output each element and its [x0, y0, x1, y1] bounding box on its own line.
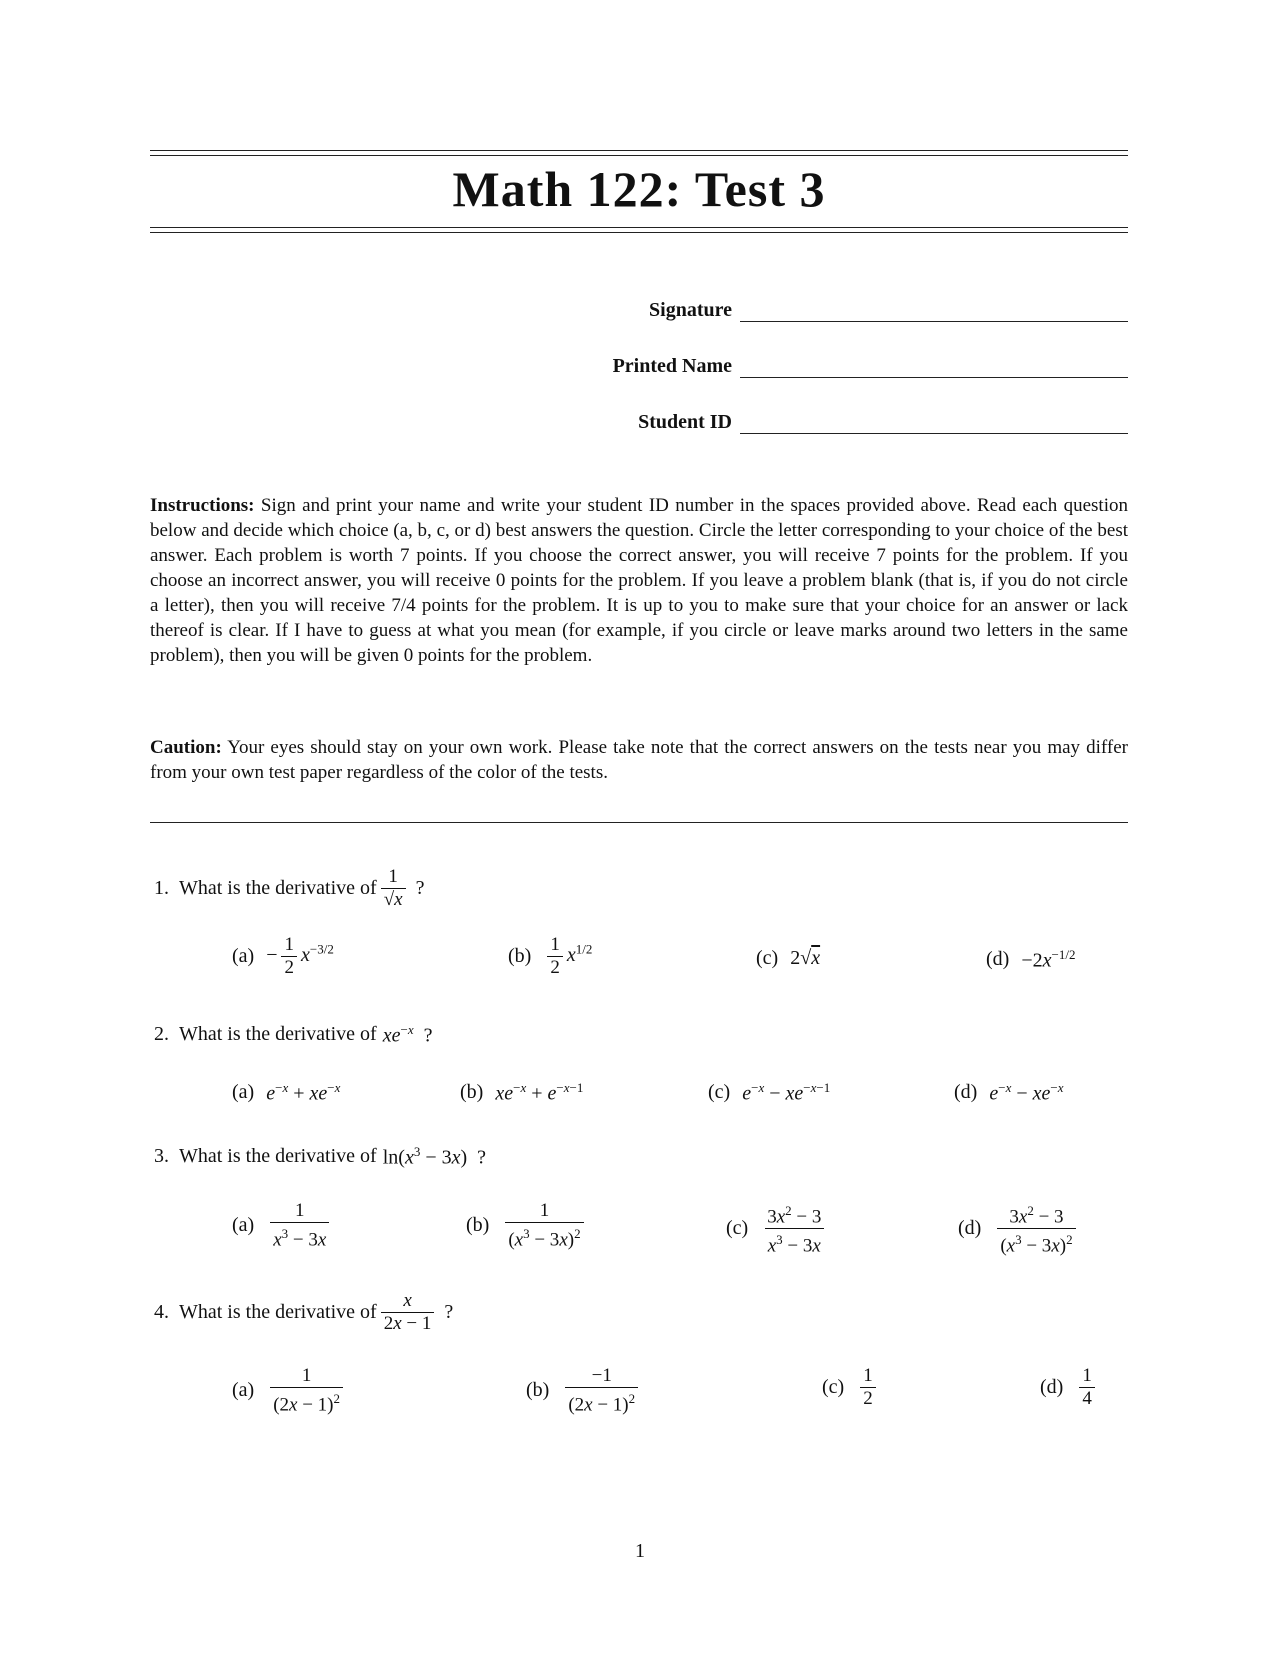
caution-paragraph	[150, 735, 1128, 785]
caution-text: Your eyes should stay on your own work. Please take note that the correct answers on the tests near you may differ from your own test paper regardless of the color of the tests.	[150, 737, 1128, 783]
math-expression: $\frac{x}{2x - 1}$	[381, 1290, 435, 1335]
printed-name-line[interactable]	[740, 355, 1128, 378]
math-expression: $\frac{1}{(x^3 - 3x)^2}$	[505, 1200, 583, 1251]
option-label: (c)	[822, 1376, 845, 1398]
question-3	[154, 1144, 486, 1170]
question-number: 1.	[154, 877, 169, 899]
math-expression: $\ln(x^3 - 3x)$ ?	[382, 1144, 487, 1169]
option-label: (d)	[958, 1217, 982, 1240]
signature-row	[540, 290, 1128, 322]
q2-option-d[interactable]	[954, 1080, 1064, 1106]
math-expression: $\frac{1}{(2x - 1)^2}$	[270, 1365, 343, 1416]
math-expression: $e^{-x} - xe^{-x}$	[989, 1080, 1064, 1105]
title-bottom-rule-2	[150, 232, 1128, 233]
caution-label: Caution:	[150, 737, 222, 758]
page-title: Math 122: Test 3	[452, 161, 826, 217]
question-4: 4. What is the derivative of $\frac{x}{2x - 1}$ ?	[154, 1290, 454, 1334]
question-prompt: What is the derivative of	[179, 1301, 377, 1323]
option-label: (d)	[954, 1081, 978, 1104]
instructions-label: Instructions:	[150, 495, 255, 516]
q4-option-c[interactable]	[822, 1365, 880, 1410]
instructions-text: Sign and print your name and write your student ID number in the spaces provided above. Read each question below and decide which choice (a, b, c, or d) best answers the question. Circle the letter corresponding to your choice of the best answer. Each problem is worth 7 points. If you choose the correct answer, you will receive 7 points for the problem. If you choose an incorrect answer, you will receive 0 points for the problem. If you leave a problem blank (that is, if you do not circle a letter), then you will receive 7/4 points for the problem. It is up to you to make sure that your choice for an answer or lack thereof is clear. If I have to guess at what you mean (for example, if you circle or leave marks around two letters in the same problem), then you will be given 0 points for the problem.	[150, 495, 1128, 666]
q1-option-b[interactable]	[508, 934, 592, 979]
option-label: (a)	[232, 1081, 255, 1104]
math-expression: $\frac{3x^2 - 3}{x^3 - 3x}$	[764, 1200, 824, 1258]
option-label: (c)	[756, 947, 779, 969]
q2-option-b[interactable]	[460, 1080, 583, 1106]
q1-option-a[interactable]	[232, 934, 334, 979]
page-number: 1	[635, 1540, 645, 1562]
math-expression: $\frac{1}{√x}$	[381, 866, 406, 911]
option-label: (d)	[1040, 1376, 1064, 1398]
option-label: (c)	[708, 1081, 731, 1104]
q1-option-c[interactable]	[756, 947, 820, 970]
math-expression: 2√x	[790, 947, 821, 969]
math-expression: $xe^{-x} + e^{-x-1}$	[495, 1080, 584, 1105]
math-expression: $\frac{1}{2}$ $x^{1/2}$	[543, 934, 592, 979]
q2-option-a[interactable]	[232, 1080, 340, 1106]
instructions-paragraph	[150, 493, 1128, 668]
student-id-line[interactable]	[740, 411, 1128, 434]
student-id-label: Student ID	[638, 411, 732, 433]
question-number: 2.	[154, 1023, 169, 1046]
math-expression: $\frac{1}{x^3 - 3x}$	[270, 1200, 329, 1251]
q1-option-d[interactable]	[986, 947, 1075, 973]
title-top-rule	[150, 150, 1128, 151]
math-expression: $\frac{-1}{(2x - 1)^2}$	[565, 1365, 638, 1416]
option-label: (b)	[466, 1214, 490, 1237]
option-label: (b)	[460, 1081, 484, 1104]
q3-option-a[interactable]	[232, 1200, 333, 1251]
option-label: (c)	[726, 1217, 749, 1240]
question-number: 4.	[154, 1301, 169, 1323]
q4-option-b[interactable]	[526, 1365, 642, 1416]
option-label: (d)	[986, 948, 1010, 971]
printed-name-label: Printed Name	[612, 355, 732, 377]
math-expression: $-2x^{-1/2}$	[1021, 947, 1076, 972]
q4-option-a[interactable]	[232, 1365, 347, 1416]
option-label: (b)	[526, 1379, 550, 1402]
signature-line[interactable]	[740, 299, 1128, 322]
math-expression: $e^{-x} - xe^{-x-1}$	[742, 1080, 831, 1105]
question-prompt: What is the derivative of	[179, 1145, 377, 1168]
math-expression: $\frac{1}{2}$	[860, 1365, 876, 1410]
math-expression: $e^{-x} + xe^{-x}$	[266, 1080, 341, 1105]
title-bottom-rule	[150, 227, 1128, 228]
q3-option-c[interactable]	[726, 1200, 828, 1258]
option-label: (b)	[508, 945, 532, 967]
question-prompt: What is the derivative of	[179, 877, 377, 899]
math-expression: $\frac{3x^2 - 3}{(x^3 - 3x)^2}$	[997, 1200, 1075, 1258]
option-label: (a)	[232, 1214, 255, 1237]
section-divider	[150, 822, 1128, 823]
math-expression: $xe^{-x}$ ?	[382, 1022, 433, 1047]
printed-name-row	[540, 346, 1128, 378]
q3-option-d[interactable]	[958, 1200, 1080, 1258]
question-number: 3.	[154, 1145, 169, 1168]
signature-label: Signature	[649, 299, 732, 321]
q3-option-b[interactable]	[466, 1200, 588, 1251]
math-expression: − $\frac{1}{2}$ $x^{-3/2}$	[266, 934, 334, 978]
question-1: 1. What is the derivative of $\frac{1}{√x}$ ?	[154, 866, 425, 910]
q2-option-c[interactable]	[708, 1080, 830, 1106]
title-top-rule-2	[150, 155, 1128, 156]
student-id-row	[540, 402, 1128, 434]
option-label: (a)	[232, 1379, 255, 1402]
q4-option-d[interactable]	[1040, 1365, 1099, 1410]
question-2	[154, 1022, 433, 1048]
option-label: (a)	[232, 945, 255, 967]
math-expression: $\frac{1}{4}$	[1079, 1365, 1095, 1410]
question-prompt: What is the derivative of	[179, 1023, 377, 1046]
